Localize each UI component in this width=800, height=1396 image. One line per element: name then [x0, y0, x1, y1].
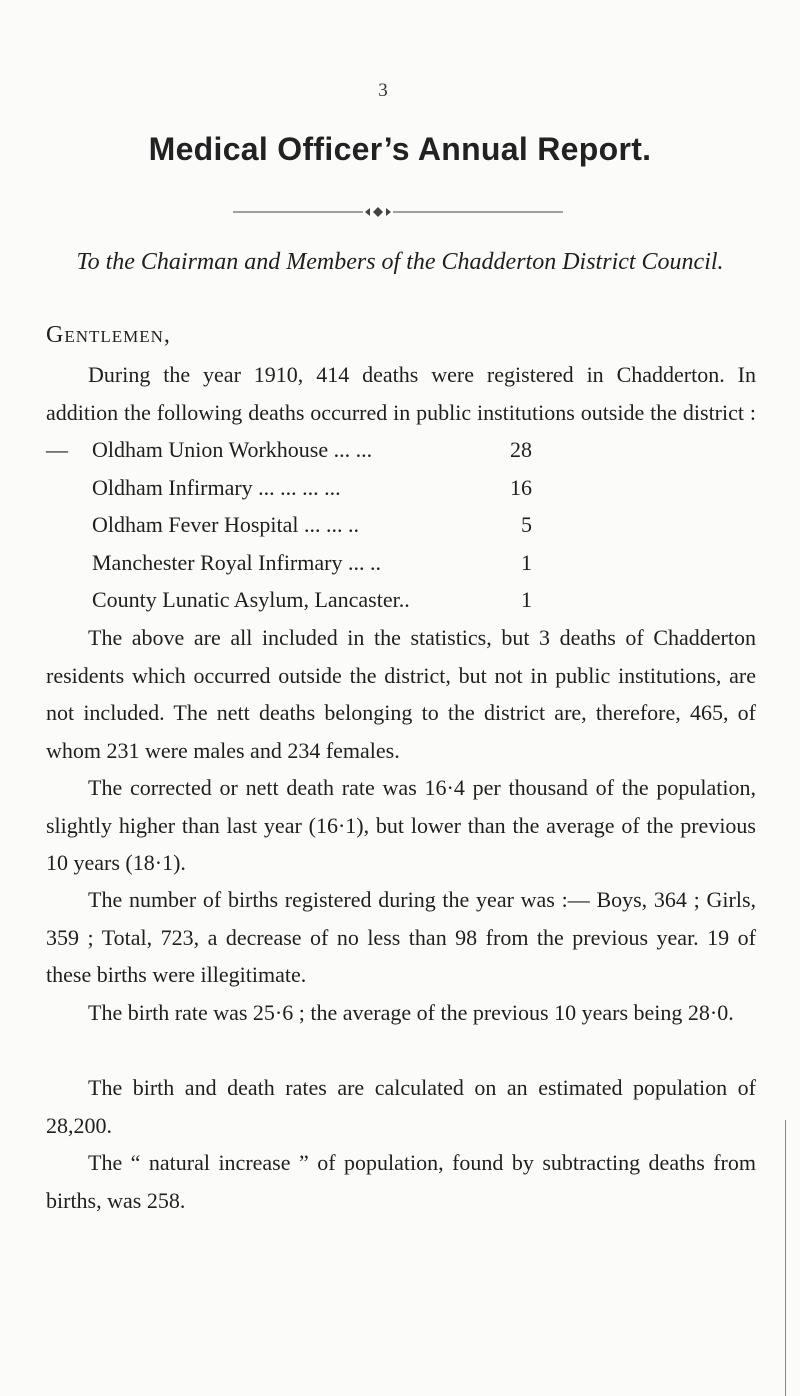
paragraph-natural-increase: The “ natural increase ” of population, found by subtracting deaths from births, was 258. — [46, 1150, 756, 1213]
institution-deaths-list — [92, 431, 532, 619]
paragraph-births: The number of births registered during the year was :— Boys, 364 ; Girls, 359 ; Total, 723, a decrease of no less than 98 from the previous year. 19 of these births were illegitimate. — [46, 887, 756, 987]
institution-name: Oldham Union Workhouse ... ... — [92, 437, 373, 462]
paragraph-intro: During the year 1910, 414 deaths were registered in Chadderton. In addition the following deaths occurred in public institutions outside the district :— — [46, 362, 756, 462]
address-line: To the Chairman and Members of the Chadderton District Council. — [76, 249, 724, 275]
death-count: 1 — [521, 587, 532, 612]
institution-name: Oldham Fever Hospital ... ... .. — [92, 512, 360, 537]
title-ornament — [233, 207, 563, 217]
death-count: 1 — [521, 549, 532, 575]
institution-name: County Lunatic Asylum, Lancaster.. — [92, 587, 410, 612]
list-item — [92, 581, 532, 619]
institution-name: Oldham Infirmary ... ... ... ... — [92, 474, 341, 500]
list-item — [92, 431, 532, 469]
page-number: 3 — [378, 80, 388, 101]
salutation: Gentlemen, — [46, 322, 171, 348]
paragraph-death-rate: The corrected or nett death rate was 16·4 per thousand of the population, slightly higher than last year (16·1), but lower than the average of the previous 10 years (18·1). — [46, 775, 756, 875]
death-count: 16 — [510, 474, 532, 500]
death-count: 28 — [510, 437, 532, 462]
list-item — [92, 544, 532, 582]
paragraph-population: The birth and death rates are calculated on an estimated population of 28,200. — [46, 1075, 756, 1138]
report-title: Medical Officer’s Annual Report. — [148, 131, 652, 167]
death-count: 5 — [521, 512, 532, 537]
list-item — [92, 506, 532, 544]
list-item — [92, 469, 532, 507]
paragraph-birth-rate: The birth rate was 25·6 ; the average of the previous 10 years being 28·0. — [88, 1000, 734, 1025]
paragraph-statistics: The above are all included in the statistics, but 3 deaths of Chadderton residents which occurred outside the district, but not in public institutions, are not included. The nett deaths belonging to the district are, therefore, 465, of whom 231 were males and 234 females. — [46, 625, 756, 763]
institution-name: Manchester Royal Infirmary ... .. — [92, 549, 381, 575]
page-edge-line — [785, 1120, 786, 1396]
